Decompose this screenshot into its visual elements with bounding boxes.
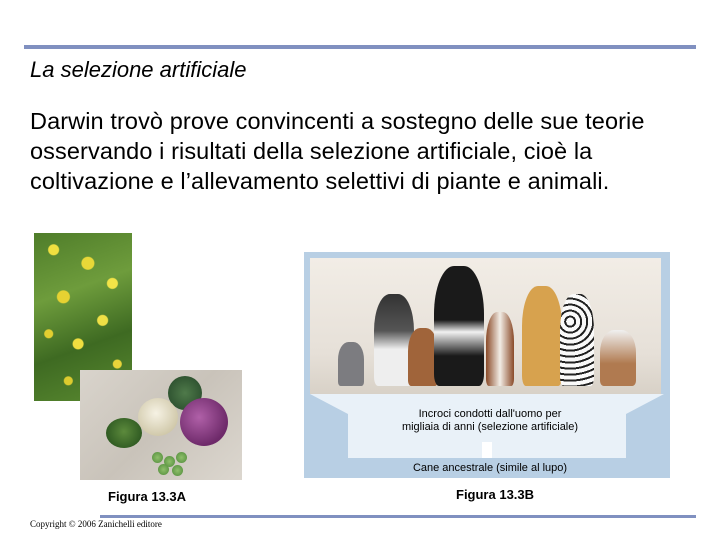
brussels-sprout-shape xyxy=(152,452,163,463)
copyright-notice: Copyright © 2006 Zanichelli editore xyxy=(30,519,162,529)
brussels-sprout-shape xyxy=(158,464,169,475)
figure-a-caption: Figura 13.3A xyxy=(108,489,187,504)
top-rule xyxy=(24,45,696,49)
brussels-sprout-shape xyxy=(172,465,183,476)
dalmatian-shape xyxy=(560,294,594,386)
vegetables-photo xyxy=(80,370,242,480)
slide-body-text: Darwin trovò prove convincenti a sostegno delle sue teorie osservando i risultati della selezione artificiale, cioè la coltivazione e l’allevamento selettivi di piante e animali. xyxy=(30,108,645,194)
bernese-mountain-dog-shape xyxy=(434,266,484,386)
cauliflower-shape xyxy=(138,398,178,436)
springer-spaniel-shape xyxy=(486,312,514,386)
bottom-rule xyxy=(100,515,696,518)
figure-b-caption: Figura 13.3B xyxy=(456,487,535,502)
golden-retriever-shape xyxy=(522,286,562,386)
slide-title: La selezione artificiale xyxy=(30,57,247,82)
bulldog-shape xyxy=(600,330,636,386)
schnauzer-shape xyxy=(338,342,364,386)
selection-label: Incroci condotti dall'uomo per migliaia di anni (selezione artificiale) xyxy=(401,408,579,433)
arrow-stem-shape xyxy=(482,442,492,458)
red-cabbage-shape xyxy=(180,398,228,446)
brussels-sprout-shape xyxy=(176,452,187,463)
dog-breeds-photo xyxy=(310,258,661,394)
ancestor-label: Cane ancestrale (simile al lupo) xyxy=(412,462,568,474)
broccoli-shape xyxy=(106,418,142,448)
